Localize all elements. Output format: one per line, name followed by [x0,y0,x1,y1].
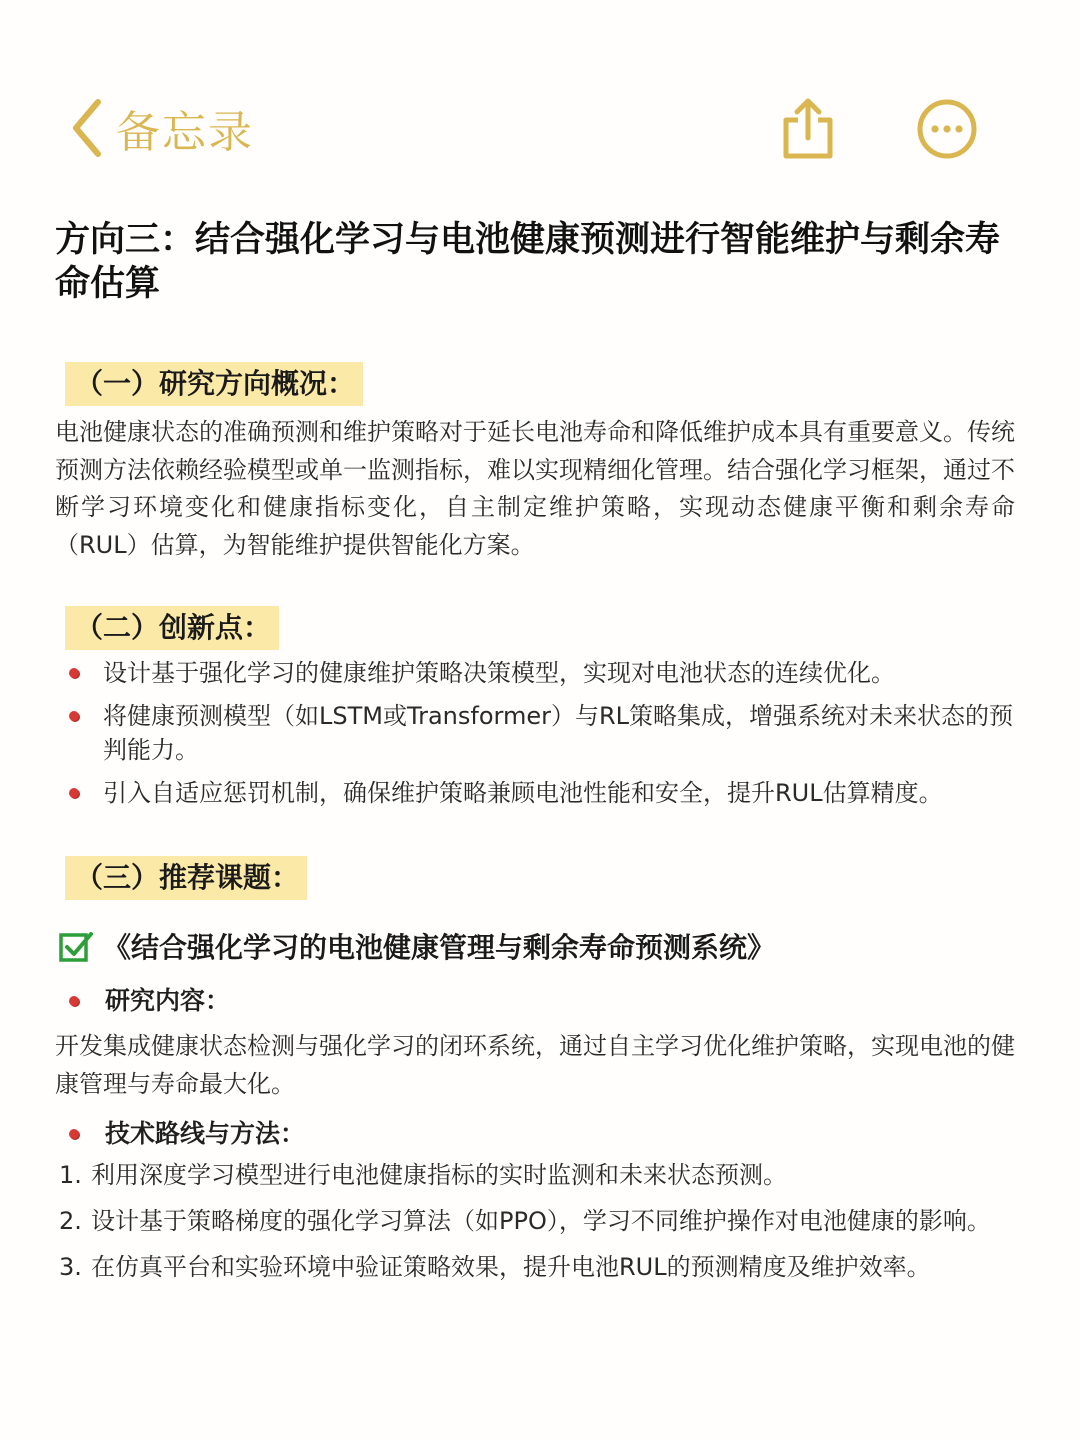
more-icon [916,98,978,160]
list-item-text: 将健康预测模型（如LSTM或Transformer）与RL策略集成，增强系统对未来状态的预判能力。 [103,702,1014,764]
share-icon [780,96,836,160]
list-item-text: 在仿真平台和实验环境中验证策略效果，提升电池RUL的预测精度及维护效率。 [91,1253,931,1281]
bullet-list [55,656,1015,810]
list-item-text: 设计基于策略梯度的强化学习算法（如PPO），学习不同维护操作对电池健康的影响。 [91,1207,991,1235]
section-heading: （一）研究方向概况： [65,362,363,406]
numbered-list [55,1157,1015,1285]
more-button[interactable] [916,98,978,164]
section-heading: （二）创新点： [65,606,279,650]
list-number: 2. [59,1207,82,1235]
topic-title: 《结合强化学习的电池健康管理与剩余寿命预测系统》 [103,931,776,964]
method-label-text: 技术路线与方法： [105,1119,306,1148]
list-item-text: 引入自适应惩罚机制，确保维护策略兼顾电池性能和安全，提升RUL估算精度。 [103,779,943,807]
section-innovation [55,606,1015,810]
bullet-dot-icon [69,668,79,678]
note-title: 方向三：结合强化学习与电池健康预测进行智能维护与剩余寿命估算 [55,220,1001,304]
back-label: 备忘录 [116,107,254,158]
bullet-dot-icon [69,996,79,1006]
list-item-text: 设计基于强化学习的健康维护策略决策模型，实现对电池状态的连续优化。 [103,659,895,687]
checkbox-checked-icon[interactable] [59,930,93,962]
section-heading: （三）推荐课题： [65,856,307,900]
method-label [55,1117,1015,1151]
navigation-bar [0,0,1080,200]
research-paragraph: 开发集成健康状态检测与强化学习的闭环系统，通过自主学习优化维护策略，实现电池的健康管理与寿命最大化。 [55,1032,1015,1098]
list-item [55,1249,1015,1285]
share-button[interactable] [780,96,836,164]
back-button[interactable] [70,96,254,160]
section-topic [55,856,1015,1285]
bullet-dot-icon [69,1129,79,1139]
research-label-text: 研究内容： [105,986,231,1015]
list-item-text: 利用深度学习模型进行电池健康指标的实时监测和未来状态预测。 [91,1161,787,1189]
list-number: 1. [59,1161,82,1189]
topic-row [55,926,1015,966]
section-overview [55,362,1015,564]
list-number: 3. [59,1253,82,1281]
list-item [55,1203,1015,1239]
chevron-left-icon [70,98,104,158]
bullet-dot-icon [69,711,79,721]
list-item [55,699,1015,767]
list-item [55,656,1015,690]
section-paragraph: 电池健康状态的准确预测和维护策略对于延长电池寿命和降低维护成本具有重要意义。传统预测方法依赖经验模型或单一监测指标，难以实现精细化管理。结合强化学习框架，通过不断学习环境变化和健康指标变化，自主制定维护策略，实现动态健康平衡和剩余寿命（RUL）估算，为智能维护提供智能化方案。 [55,418,1015,559]
list-item [55,776,1015,810]
note-body[interactable] [55,218,1015,1295]
list-item [55,1157,1015,1193]
bullet-dot-icon [69,788,79,798]
research-label [55,984,1015,1018]
